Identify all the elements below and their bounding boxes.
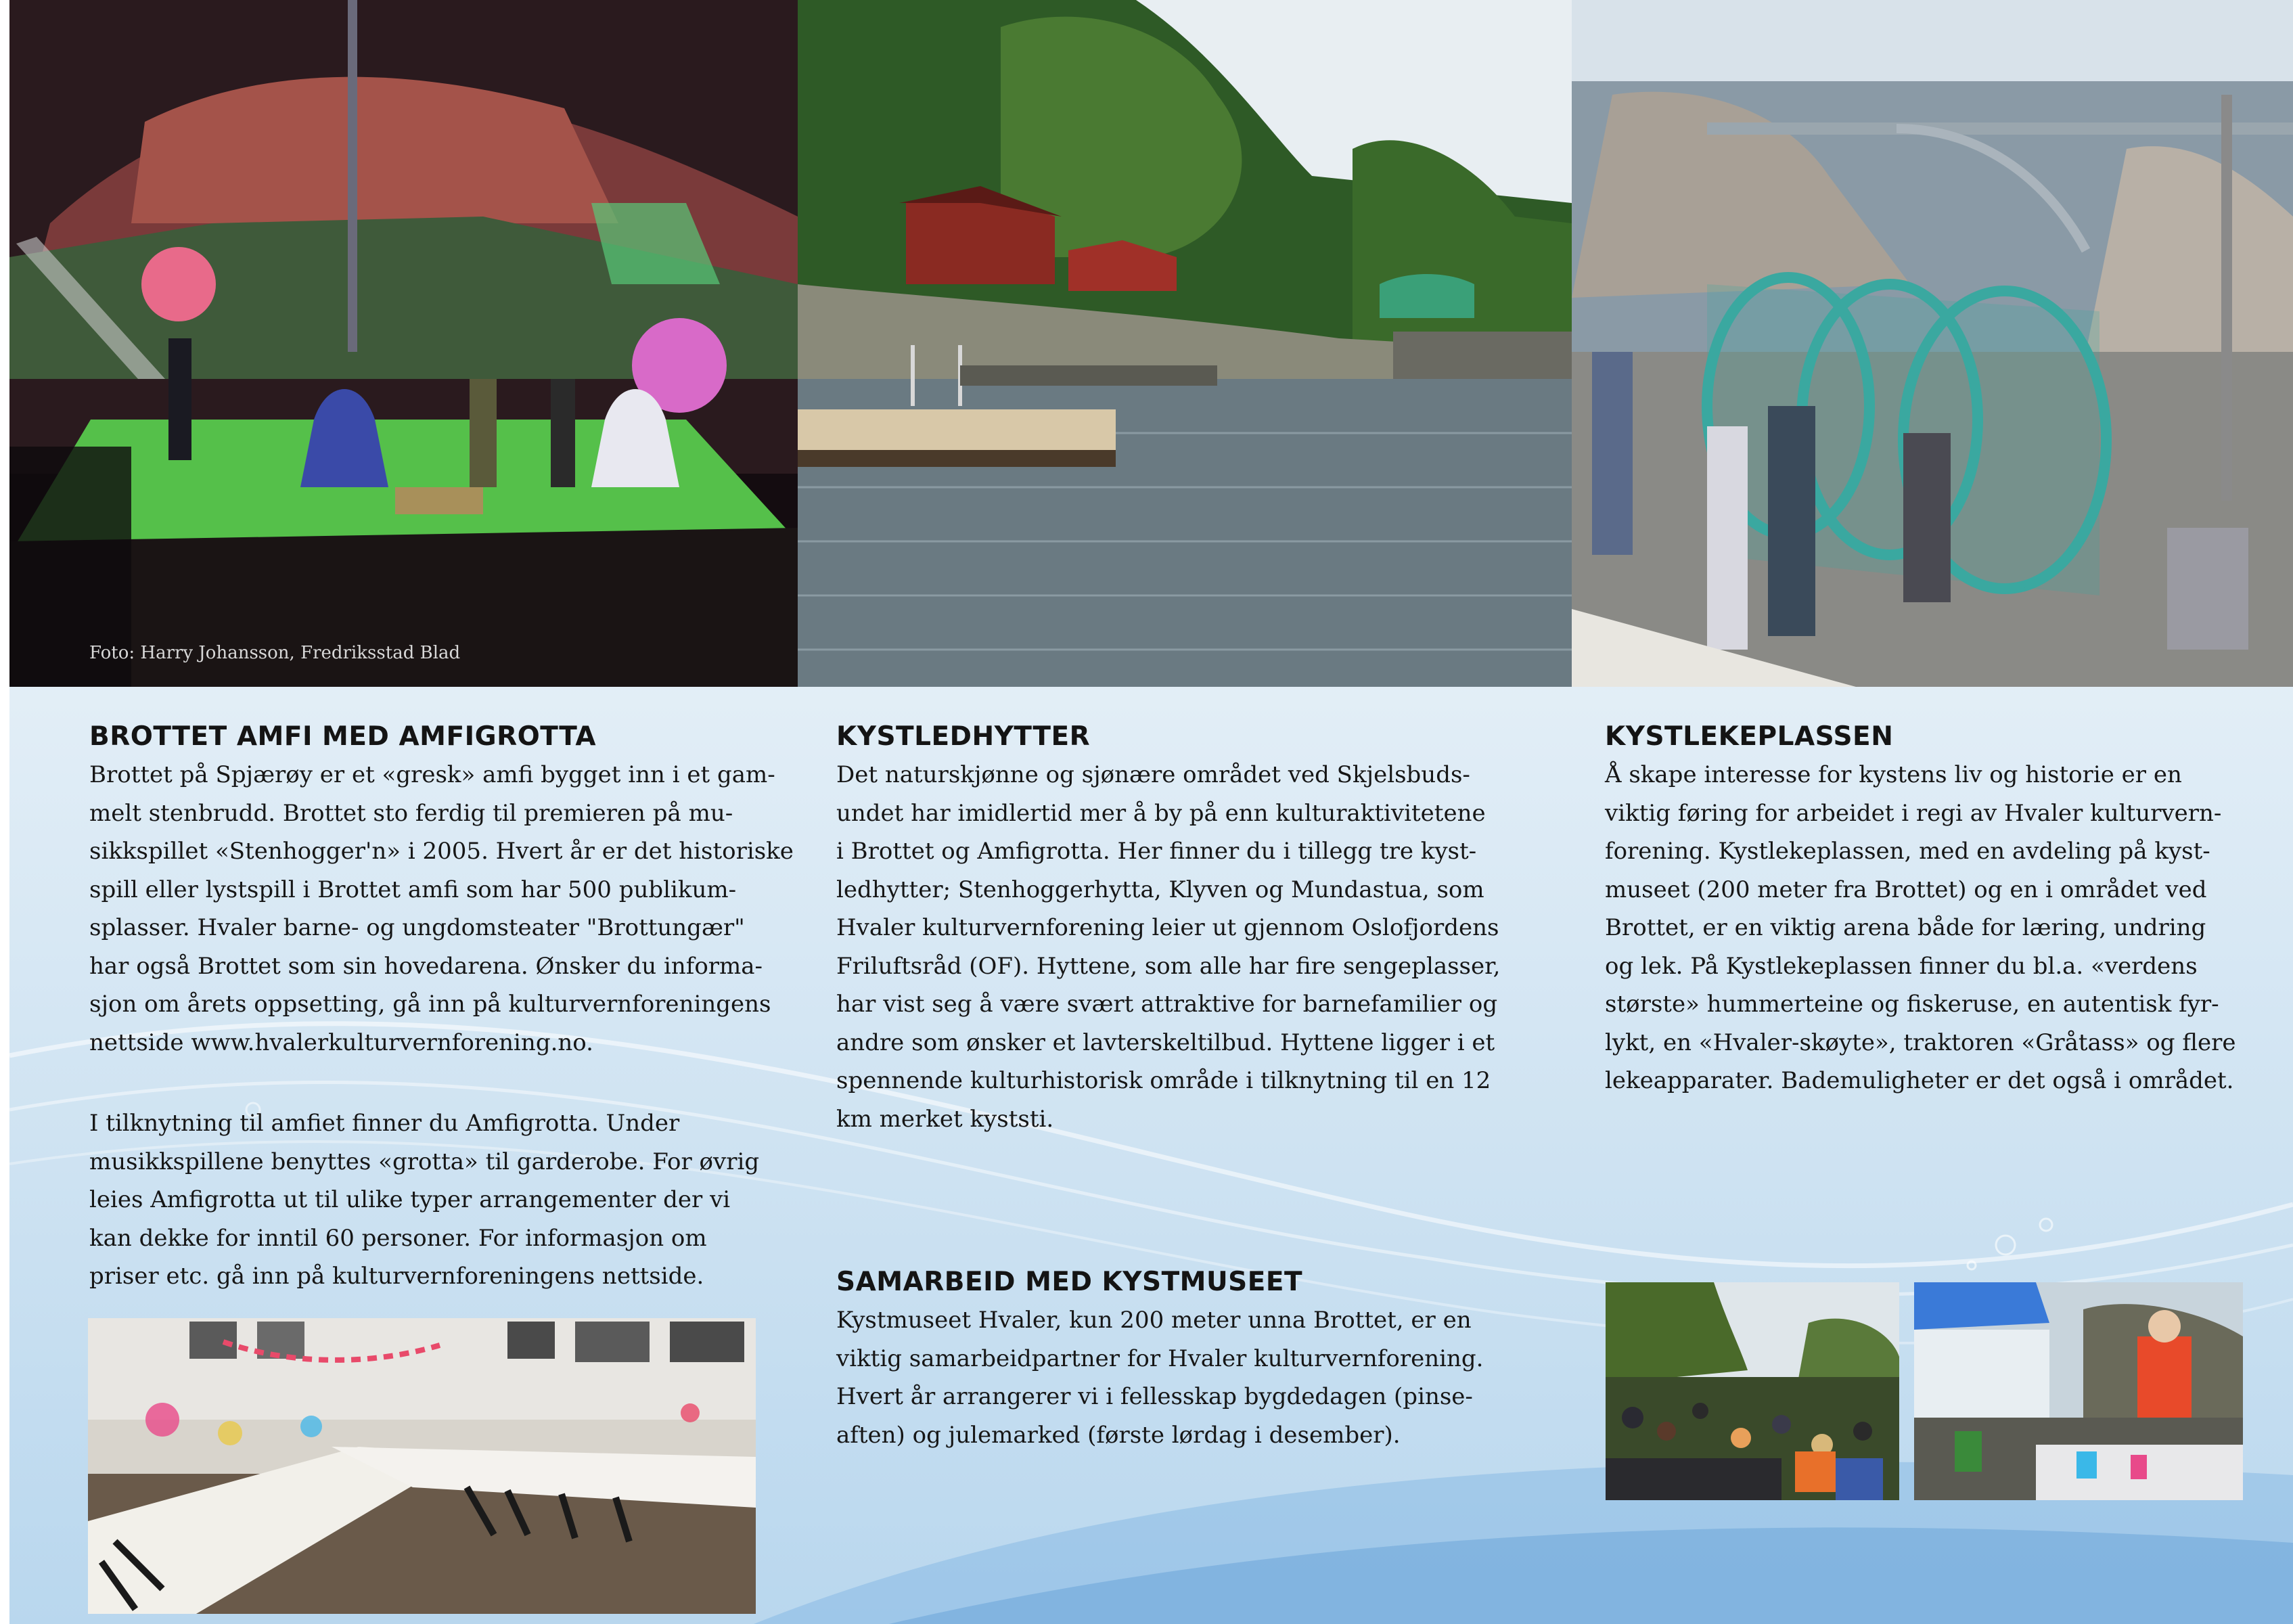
coastal-cabins-photo [798, 0, 1572, 687]
theater-stage-photo [9, 0, 798, 687]
market-stall-photo [1914, 1282, 2243, 1500]
outdoor-crowd-photo [1606, 1282, 1899, 1500]
kystlekeplassen-heading: KYSTLEKEPLASSEN [1605, 721, 1894, 752]
photo-credit: Foto: Harry Johansson, Fredriksstad Blad [89, 643, 461, 663]
banquet-hall-photo [88, 1318, 756, 1614]
brottet-body: Brottet på Spjærøy er et «gresk» amfi bygget inn i et gam- melt stenbrudd. Brottet sto ferdig til premieren på mu- sikkspillet «Stenhogger'n» i 2005. Hvert år er det historiske spill eller lystspill i Brottet amfi som har 500 publikum- splasser. Hvaler barne- og ungdomsteater "Brottungær" har også Brottet som sin hovedarena. Ønsker du informa- sjon om årets oppsetting, gå inn på kulturvernforeningens nettside www.hvalerkulturvernforening.no. [89, 761, 794, 1056]
brochure-page [9, 0, 2293, 1624]
kystledhytter-heading: KYSTLEDHYTTER [836, 721, 1091, 752]
playground-net-photo [1572, 0, 2293, 687]
samarbeid-body: Kystmuseet Hvaler, kun 200 meter unna Brottet, er en viktig samarbeidpartner for Hvaler kulturvernforening. Hvert år arrangerer vi i fellesskap bygdedagen (pinse- aften) og julemarked (første lørdag i desember). [836, 1307, 1484, 1449]
kystlekeplassen-body: Å skape interesse for kystens liv og historie er en viktig føring for arbeidet i regi av Hvaler kulturvern- forening. Kystlekeplassen, med en avdeling på kyst- museet (200 meter fra Brottet) og en i området ved Brottet, er en viktig arena både for læring, undring og lek. På Kystlekeplassen finner du bl.a. «verdens største» hummerteine og fiskeruse, en autentisk fyr- lykt, en «Hvaler-skøyte», traktoren «Gråtass» og flere lekeapparater. Bademuligheter er det også i området. [1605, 761, 2236, 1094]
kystledhytter-body: Det naturskjønne og sjønære området ved Skjelsbuds- undet har imidlertid mer å by på enn kulturaktivitetene i Brottet og Amfigrotta. Her finner du i tillegg tre kyst- ledhytter; Stenhoggerhytta, Klyven og Mundastua, som Hvaler kulturvernforening leier ut gjennom Oslofjordens Friluftsråd (OF). Hyttene, som alle har fire sengeplasser, har vist seg å være svært attraktive for barnefamilier og andre som ønsker et lavterskeltilbud. Hyttene ligger i et spennende kulturhistorisk område i tilknytning til en 12 km merket kyststi. [836, 761, 1501, 1133]
brottet-heading: BROTTET AMFI MED AMFIGROTTA [89, 721, 597, 752]
amfigrotta-body: I tilknytning til amfiet finner du Amfigrotta. Under musikkspillene benyttes «grotta» til garderobe. For øvrig leies Amfigrotta ut til ulike typer arrangementer der vi kan dekke for inntil 60 personer. For informasjon om priser etc. gå inn på kulturvernforeningens nettside. [89, 1110, 760, 1290]
samarbeid-heading: SAMARBEID MED KYSTMUSEET [836, 1267, 1303, 1297]
